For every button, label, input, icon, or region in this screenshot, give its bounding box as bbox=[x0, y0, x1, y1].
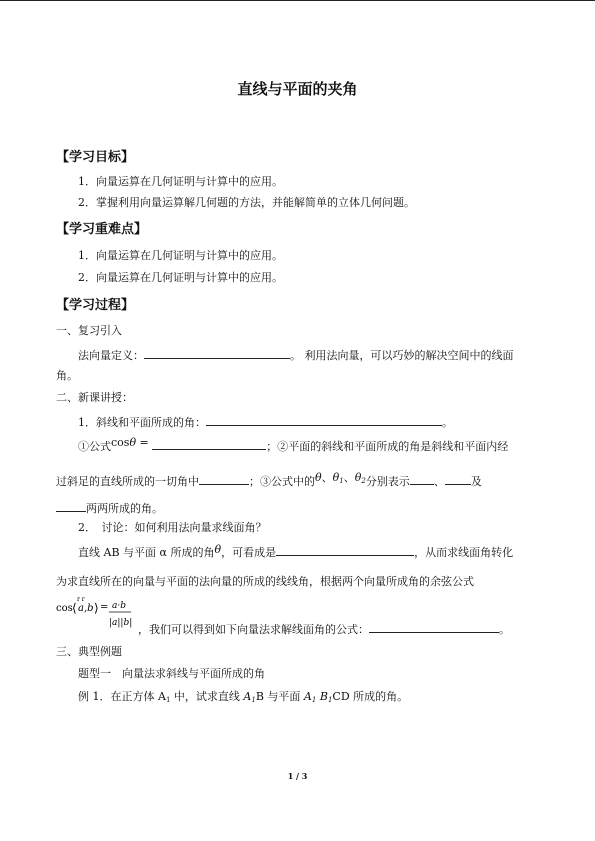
example1-text-b: 中，试求直线 bbox=[173, 690, 240, 703]
formula-rhs-text: ，我们可以得到如下向量法求解线面角的公式： bbox=[138, 623, 369, 636]
page-number: 1 / 3 bbox=[287, 771, 308, 781]
blank-cos-formula bbox=[152, 438, 266, 450]
item1-label: 1．斜线和平面所成的角： bbox=[78, 416, 206, 429]
process-heading: 【学习过程】 bbox=[56, 298, 135, 313]
part1-heading: 一、复习引入 bbox=[56, 324, 122, 337]
item2-line1-text-b: ，可看成是 bbox=[221, 546, 277, 559]
normal-vector-definition-label: 法向量定义： bbox=[78, 349, 144, 362]
line4-text: 两两所成的角。 bbox=[86, 502, 163, 515]
theta-symbol: θ bbox=[129, 436, 137, 449]
item2-heading: 2． 讨论：如何利用法向量求线面角？ bbox=[78, 521, 267, 534]
part1-line2: 角。 bbox=[56, 369, 78, 382]
theta1-subscript: 1 bbox=[339, 477, 344, 485]
blank-oblique-angle bbox=[206, 414, 442, 426]
line3-text-b: ；③公式中的 bbox=[249, 475, 315, 488]
theta-symbol-1: θ bbox=[332, 471, 340, 484]
blank-3 bbox=[56, 500, 86, 512]
item2-line2: 为求直线所在的向量与平面的法向量的所成的线线角，根据两个向量所成角的余弦公式 bbox=[56, 575, 474, 588]
top-border bbox=[0, 0, 595, 1]
cos-text: cos bbox=[111, 436, 130, 449]
part1-line1-rest: 。 利用法向量，可以巧妙的解决空间中的线面 bbox=[290, 349, 514, 362]
cos-theta-expression bbox=[111, 436, 152, 449]
objective-1: 1．向量运算在几何证明与计算中的应用。 bbox=[78, 175, 283, 188]
example1-text-d: CD 所成的角。 bbox=[332, 690, 409, 703]
line3-text-c: 分别表示 bbox=[365, 475, 410, 488]
denominator: |a||b| bbox=[109, 618, 133, 628]
formula-cos: cos bbox=[56, 603, 73, 614]
theta-sep-2: 、 bbox=[343, 471, 355, 484]
example1-sub-3: 1 bbox=[311, 696, 317, 704]
blank-2 bbox=[445, 473, 471, 485]
page-title: 直线与平面的夹角 bbox=[237, 80, 358, 98]
type1-heading: 题型一 向量法求斜线与平面所成的角 bbox=[78, 667, 265, 680]
part1-line1 bbox=[78, 347, 514, 363]
example1-text-c: B 与平面 bbox=[255, 690, 301, 703]
example1-A: A bbox=[243, 690, 252, 703]
blank-view-as bbox=[276, 544, 414, 556]
equals-sign: = bbox=[136, 436, 153, 449]
example1-sub-2: 1 bbox=[251, 696, 256, 704]
key-points-heading: 【学习重难点】 bbox=[56, 222, 148, 237]
example1-A2: A bbox=[303, 690, 312, 703]
item2-line1 bbox=[78, 544, 513, 560]
key-point-1: 1．向量运算在几何证明与计算中的应用。 bbox=[78, 249, 283, 262]
formula-line bbox=[78, 438, 508, 454]
example1 bbox=[78, 690, 408, 707]
blank-normal-definition bbox=[144, 347, 290, 359]
theta2-subscript: 2 bbox=[361, 477, 366, 485]
item1-line bbox=[78, 414, 453, 430]
formula-ab: a,b bbox=[78, 603, 94, 614]
theta-symbol-3: θ bbox=[214, 543, 222, 556]
theta-symbols bbox=[315, 471, 366, 484]
formula-label: ①公式 bbox=[78, 440, 111, 453]
example1-B: B bbox=[319, 690, 328, 703]
formula-langle: ⟨ bbox=[72, 601, 77, 615]
theta-symbol-2: θ bbox=[354, 471, 362, 484]
blank-1 bbox=[410, 473, 434, 485]
formula-rhs-line bbox=[138, 621, 510, 637]
formula-equals: = bbox=[100, 602, 109, 613]
objective-2: 2．掌握利用向量运算解几何题的方法，并能解简单的立体几何问题。 bbox=[78, 196, 415, 209]
line3-text-a: 过斜足的直线所成的一切角中 bbox=[56, 475, 199, 488]
line4 bbox=[56, 500, 163, 516]
theta-sep-1: 、 bbox=[321, 471, 333, 484]
key-point-2: 2．向量运算在几何证明与计算中的应用。 bbox=[78, 271, 283, 284]
blank-minimum-angle bbox=[199, 473, 249, 485]
item1-end: 。 bbox=[442, 416, 453, 429]
blank-line-plane-formula bbox=[369, 621, 499, 633]
line3-text-e: 及 bbox=[470, 475, 482, 488]
cosine-formula bbox=[56, 595, 136, 631]
part3-heading: 三、典型例题 bbox=[56, 645, 122, 658]
cosine-formula-graphic bbox=[56, 595, 136, 631]
item2-line1-text-a: 直线 AB 与平面 α 所成的角 bbox=[78, 546, 215, 559]
line3-text-d: 、 bbox=[433, 475, 445, 488]
formula-rangle: ⟩ bbox=[94, 601, 99, 615]
example1-sub-4: 1 bbox=[327, 696, 333, 704]
item2-line1-text-c: ，从而求线面角转化 bbox=[414, 546, 514, 559]
part2-heading: 二、新课讲授： bbox=[56, 391, 133, 404]
theta-symbol-0: θ bbox=[315, 471, 322, 484]
numerator: a·b bbox=[112, 601, 126, 611]
formula-rhs-end: 。 bbox=[499, 623, 510, 636]
line3 bbox=[56, 473, 482, 492]
objectives-heading: 【学习目标】 bbox=[56, 150, 135, 165]
example1-sub-1: 1 bbox=[165, 696, 171, 704]
formula-rest: ；②平面的斜线和平面所成的角是斜线和平面内经 bbox=[266, 440, 509, 453]
formula-arrows: r r bbox=[77, 596, 85, 603]
example1-text-a: 例 1．在正方体 A bbox=[78, 690, 166, 703]
